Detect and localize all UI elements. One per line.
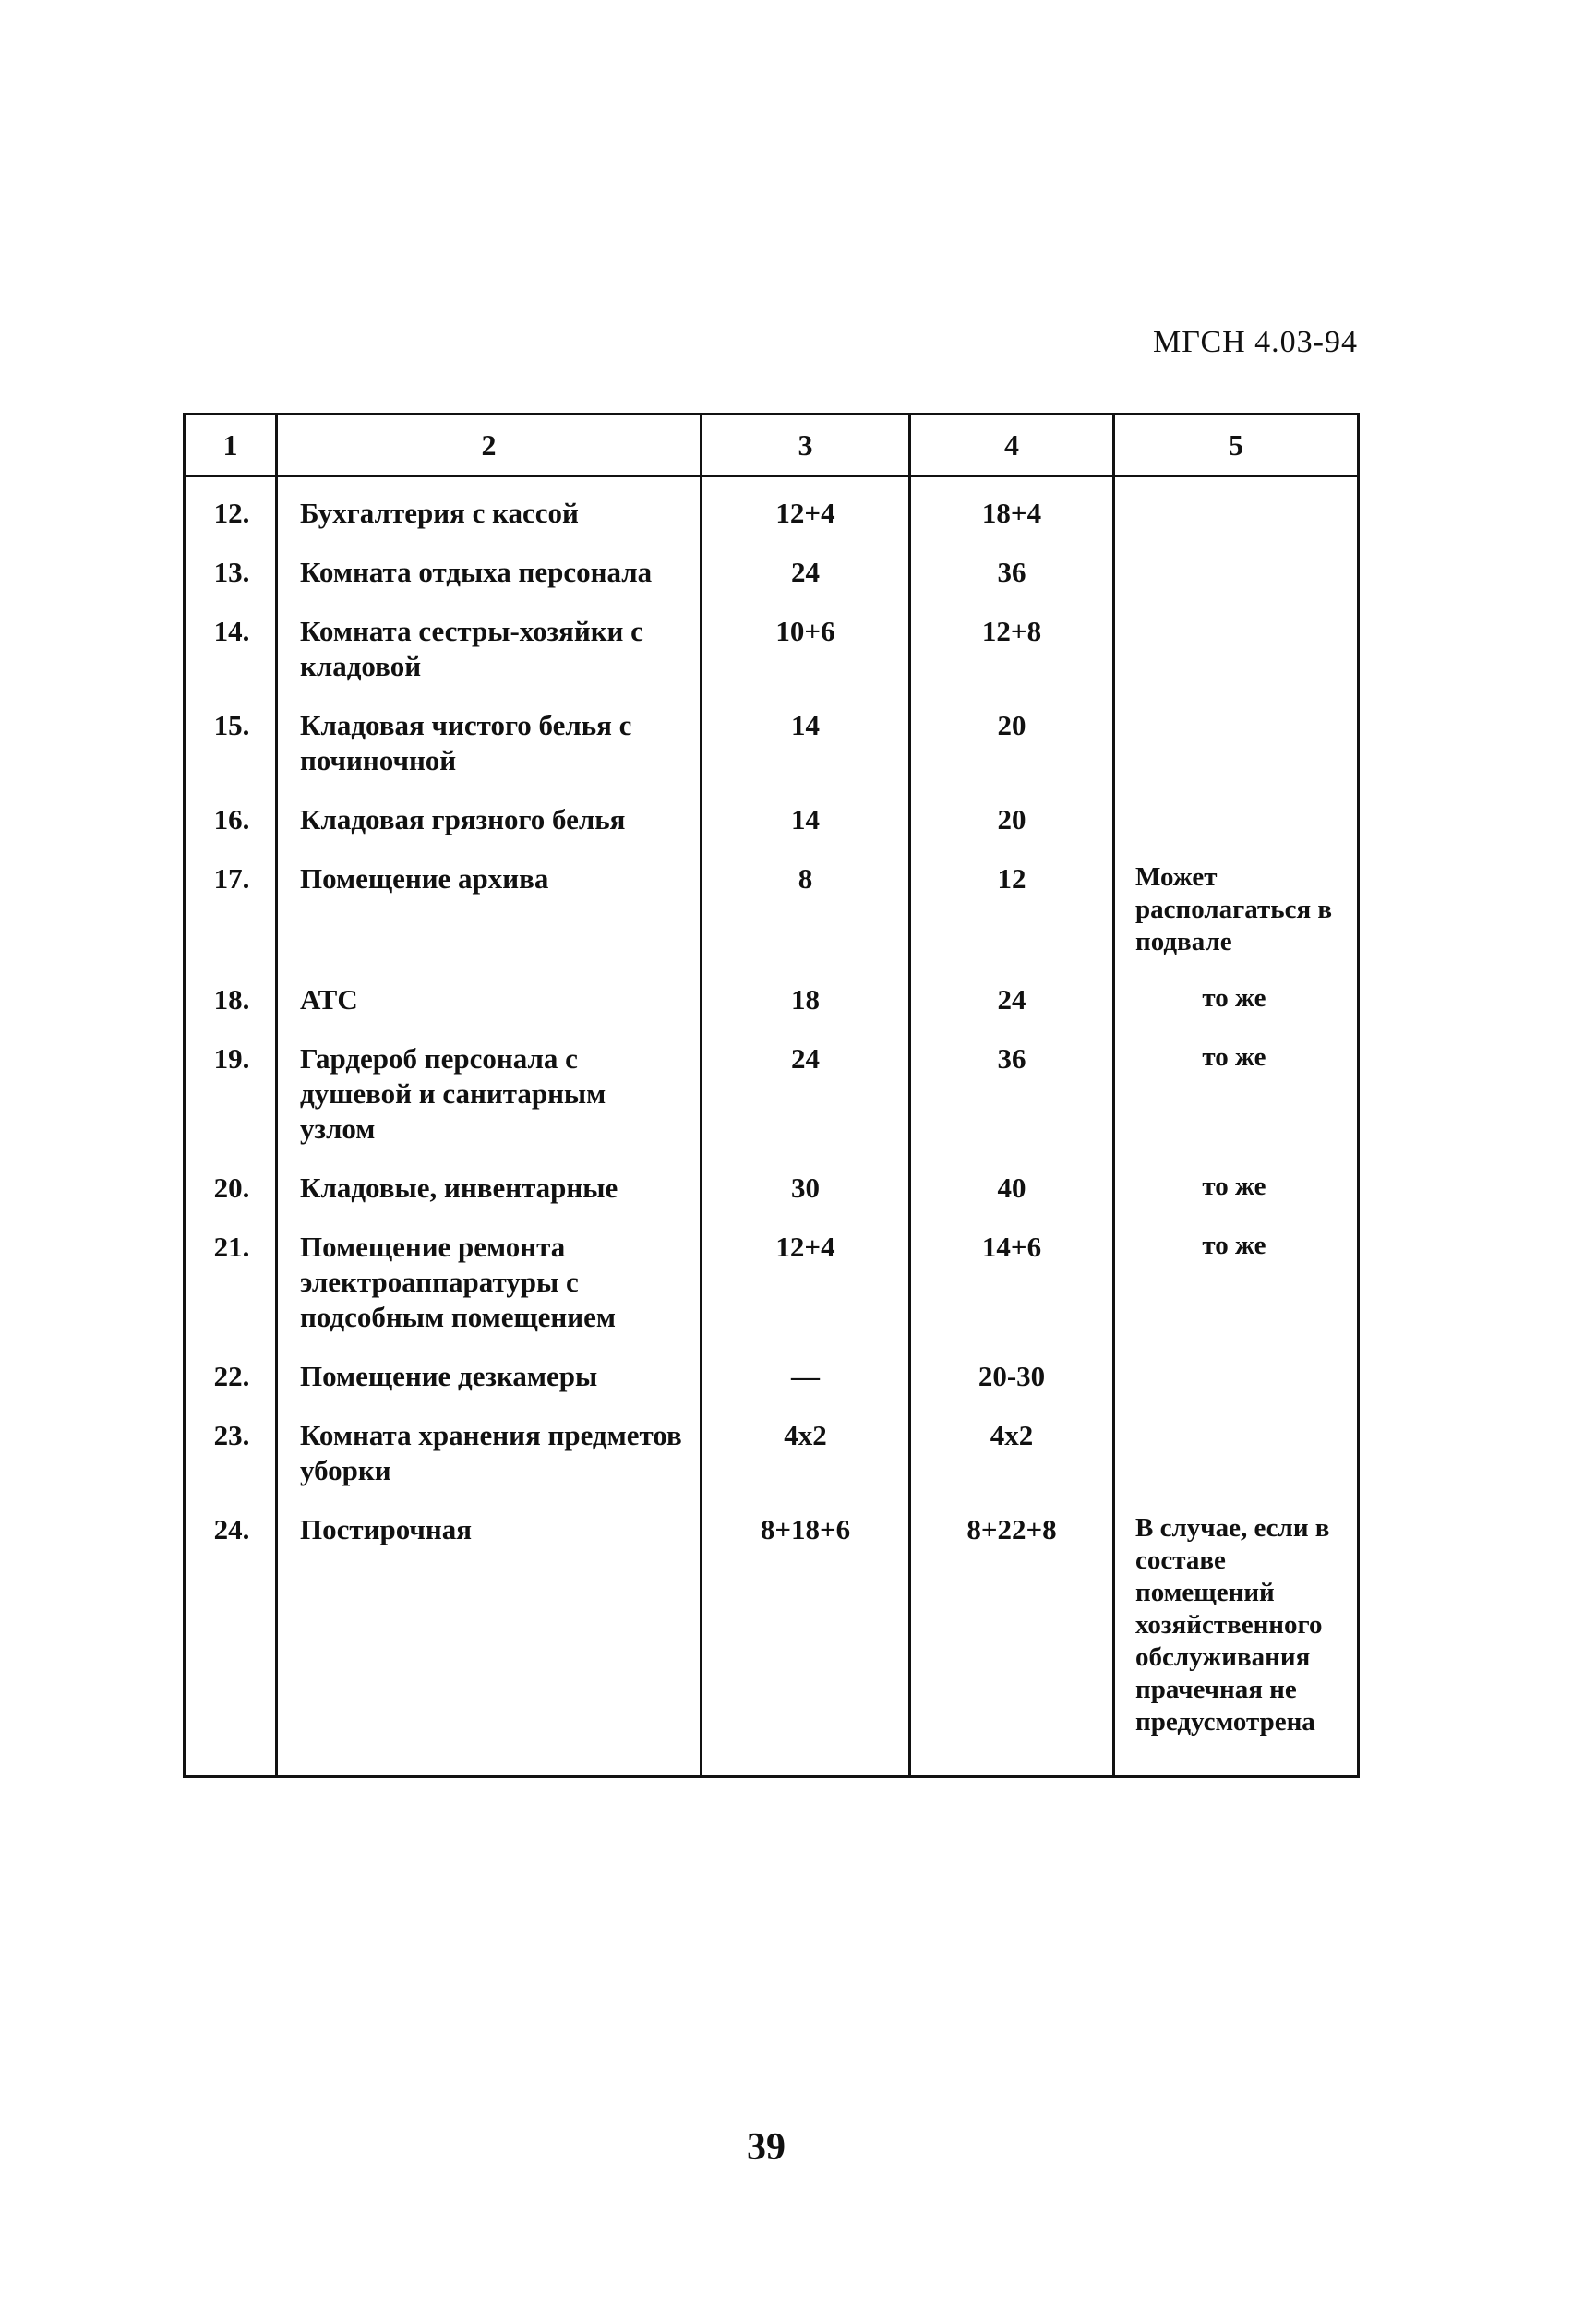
room-name: Комната сестры-хозяйки с кладовой <box>277 595 702 690</box>
table-row <box>185 1340 1359 1400</box>
row-number: 13. <box>185 536 277 595</box>
column-header-1: 1 <box>185 415 277 476</box>
area-col-3: 30 <box>702 1152 910 1211</box>
area-col-4: 8+22+8 <box>910 1494 1114 1777</box>
area-col-3: — <box>702 1340 910 1400</box>
table-row <box>185 843 1359 964</box>
table-row <box>185 476 1359 537</box>
table-row <box>185 1400 1359 1494</box>
area-col-4: 4x2 <box>910 1400 1114 1494</box>
room-note: Может располагаться в подвале <box>1114 843 1359 964</box>
area-col-4: 36 <box>910 536 1114 595</box>
document-code: МГСН 4.03-94 <box>1153 325 1358 359</box>
table-row <box>185 1023 1359 1152</box>
area-col-3: 24 <box>702 1023 910 1152</box>
row-number: 16. <box>185 784 277 843</box>
room-name: Постирочная <box>277 1494 702 1777</box>
room-name: Помещение дезкамеры <box>277 1340 702 1400</box>
row-number: 14. <box>185 595 277 690</box>
room-note: то же <box>1114 1211 1359 1340</box>
row-number: 15. <box>185 690 277 784</box>
area-col-4: 20 <box>910 784 1114 843</box>
room-note <box>1114 476 1359 537</box>
area-col-4: 24 <box>910 964 1114 1023</box>
area-col-4: 40 <box>910 1152 1114 1211</box>
rooms-table <box>183 413 1360 1778</box>
room-name: Кладовая чистого белья с починочной <box>277 690 702 784</box>
table-row <box>185 784 1359 843</box>
area-col-4: 36 <box>910 1023 1114 1152</box>
area-col-4: 14+6 <box>910 1211 1114 1340</box>
area-col-4: 18+4 <box>910 476 1114 537</box>
room-name: Гардероб персонала с душевой и санитарным узлом <box>277 1023 702 1152</box>
room-name: АТС <box>277 964 702 1023</box>
column-header-2: 2 <box>277 415 702 476</box>
area-col-3: 24 <box>702 536 910 595</box>
area-col-3: 12+4 <box>702 1211 910 1340</box>
row-number: 19. <box>185 1023 277 1152</box>
area-col-3: 10+6 <box>702 595 910 690</box>
row-number: 18. <box>185 964 277 1023</box>
room-name: Помещение архива <box>277 843 702 964</box>
room-note <box>1114 784 1359 843</box>
room-note: В случае, если в составе помещений хозяйственного обслуживания прачечная не предусмотрена <box>1114 1494 1359 1777</box>
area-col-3: 8 <box>702 843 910 964</box>
row-number: 12. <box>185 476 277 537</box>
table-row <box>185 690 1359 784</box>
row-number: 20. <box>185 1152 277 1211</box>
room-name: Комната отдыха персонала <box>277 536 702 595</box>
area-col-3: 8+18+6 <box>702 1494 910 1777</box>
column-header-3: 3 <box>702 415 910 476</box>
area-col-4: 20-30 <box>910 1340 1114 1400</box>
room-name: Кладовая грязного белья <box>277 784 702 843</box>
table-row <box>185 1494 1359 1777</box>
room-name: Кладовые, инвентарные <box>277 1152 702 1211</box>
room-note: то же <box>1114 1152 1359 1211</box>
area-col-3: 18 <box>702 964 910 1023</box>
room-note: то же <box>1114 964 1359 1023</box>
area-col-3: 14 <box>702 690 910 784</box>
row-number: 24. <box>185 1494 277 1777</box>
area-col-3: 4x2 <box>702 1400 910 1494</box>
table-header-row <box>185 415 1359 476</box>
column-header-5: 5 <box>1114 415 1359 476</box>
row-number: 17. <box>185 843 277 964</box>
area-col-4: 12+8 <box>910 595 1114 690</box>
area-col-4: 20 <box>910 690 1114 784</box>
room-note <box>1114 1340 1359 1400</box>
room-note <box>1114 1400 1359 1494</box>
row-number: 23. <box>185 1400 277 1494</box>
row-number: 21. <box>185 1211 277 1340</box>
room-note <box>1114 536 1359 595</box>
area-col-4: 12 <box>910 843 1114 964</box>
table-row <box>185 964 1359 1023</box>
page-number: 39 <box>747 2126 786 2169</box>
room-note <box>1114 690 1359 784</box>
room-name: Бухгалтерия с кассой <box>277 476 702 537</box>
room-name: Комната хранения предметов уборки <box>277 1400 702 1494</box>
table-row <box>185 1211 1359 1340</box>
rooms-table-container <box>183 413 1357 1778</box>
area-col-3: 14 <box>702 784 910 843</box>
area-col-3: 12+4 <box>702 476 910 537</box>
column-header-4: 4 <box>910 415 1114 476</box>
table-row <box>185 595 1359 690</box>
room-note <box>1114 595 1359 690</box>
table-row <box>185 536 1359 595</box>
room-name: Помещение ремонта электроаппаратуры с подсобным помещением <box>277 1211 702 1340</box>
table-row <box>185 1152 1359 1211</box>
row-number: 22. <box>185 1340 277 1400</box>
room-note: то же <box>1114 1023 1359 1152</box>
